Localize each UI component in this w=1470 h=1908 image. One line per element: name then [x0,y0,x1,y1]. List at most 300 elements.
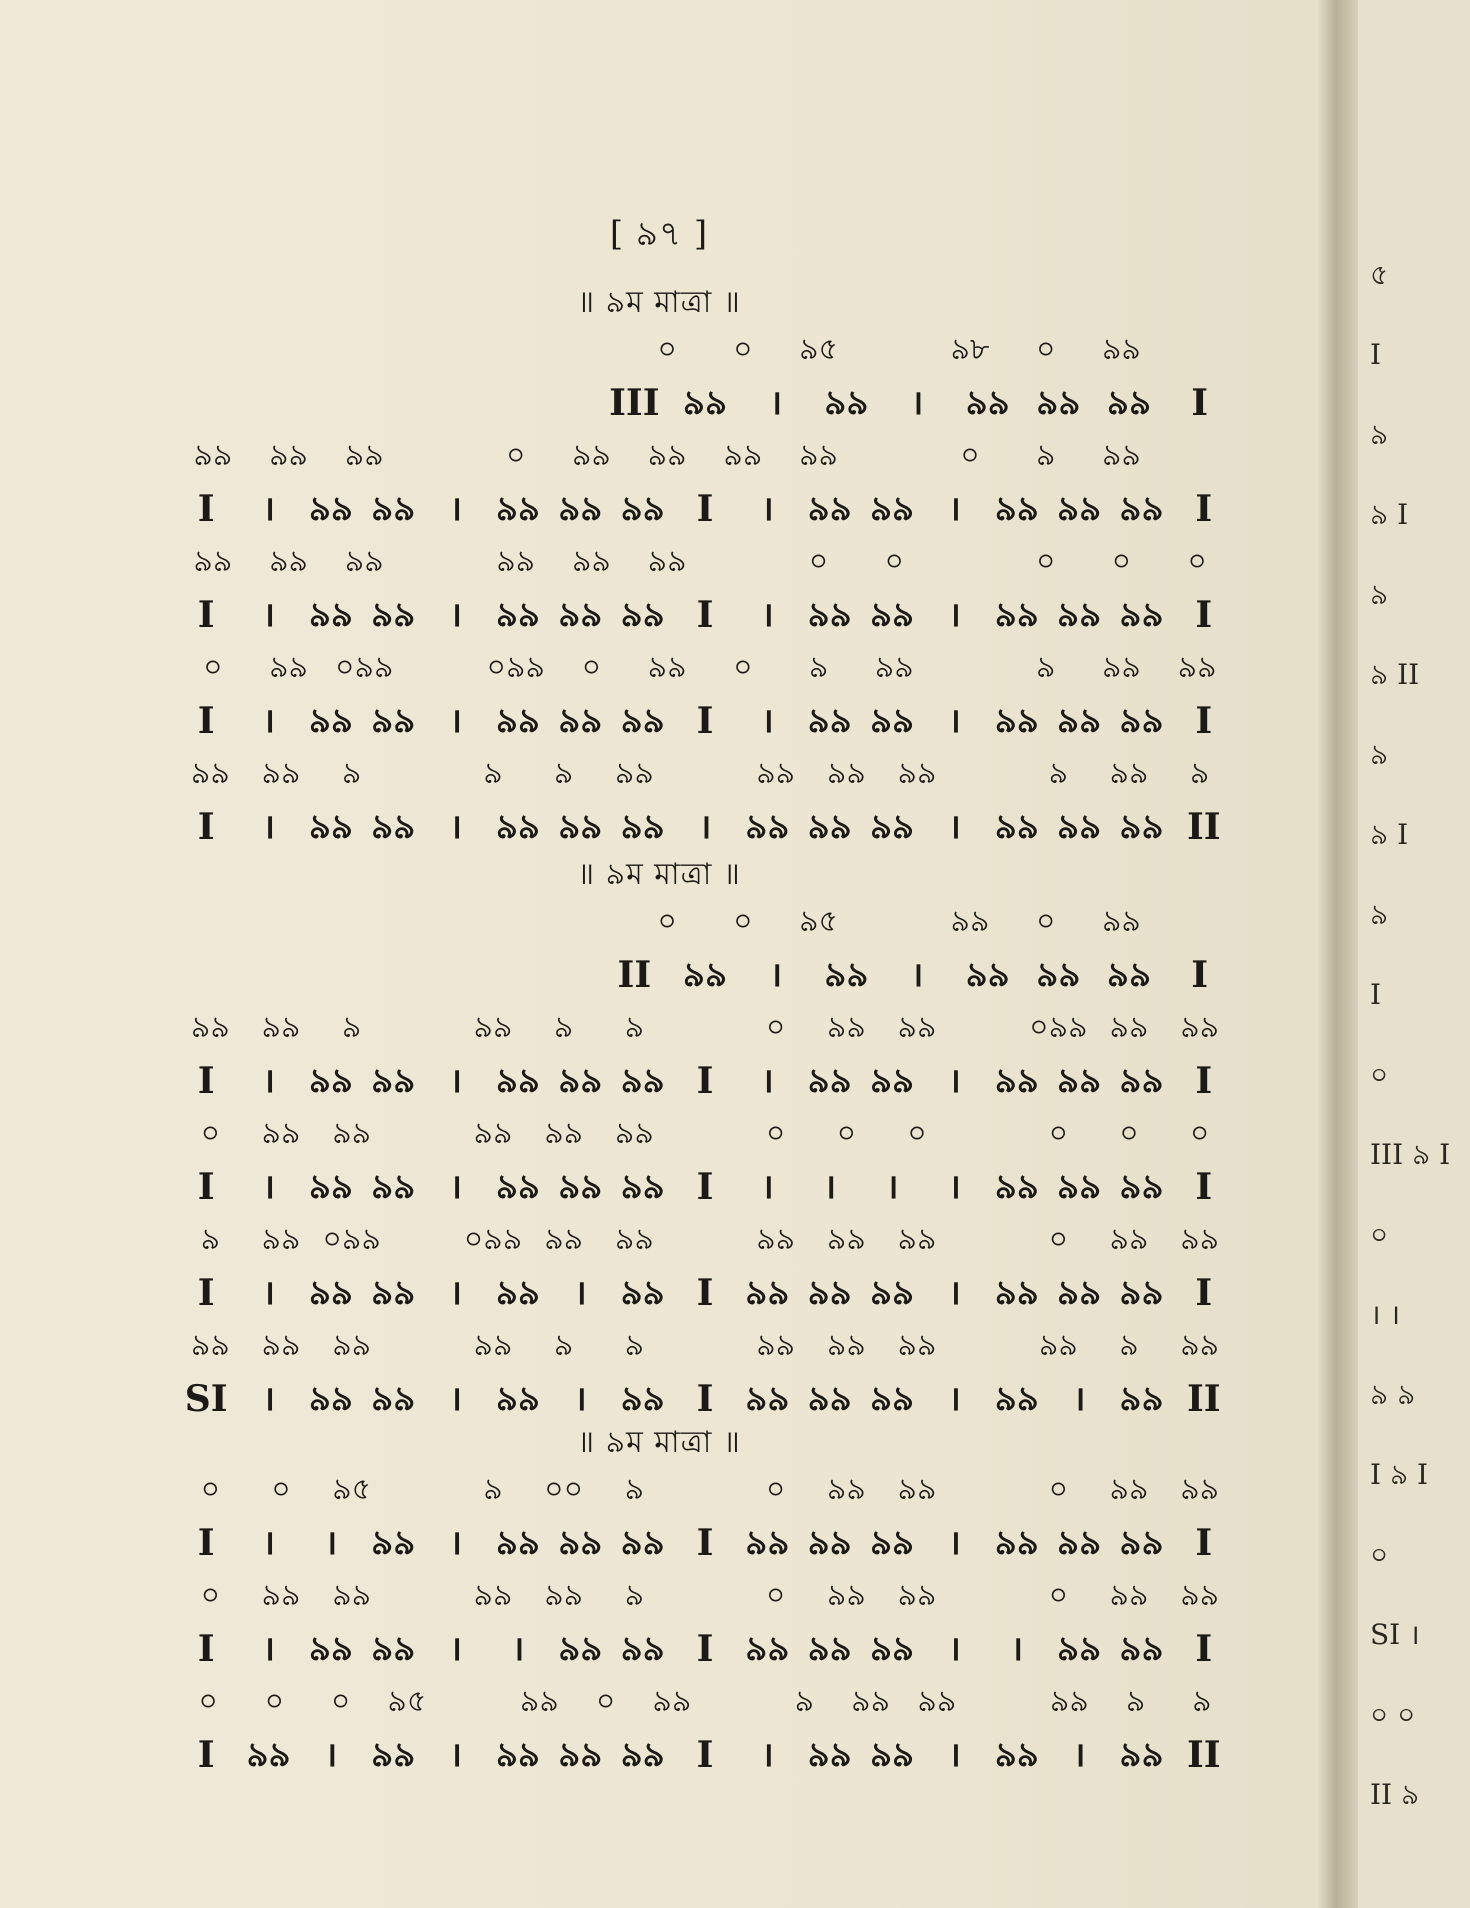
facing-page-fragment: III ৯ I [1370,1138,1451,1171]
notation-symbol: ৯৯ [269,438,309,473]
notation-symbol: ০৯৯ [335,650,394,685]
facing-page-fragment: ৯ ৯ [1370,1378,1416,1411]
notation-symbol: ০০ [544,1472,584,1507]
notation-symbol: ৯৯ [869,1273,915,1313]
notation-symbol: ৯৯ [1119,1629,1164,1669]
notation-symbol: I [1195,1272,1213,1314]
notation-symbol: III [609,382,660,424]
notation-symbol: ০৯৯ [486,650,545,685]
notation-symbol: ৯৯ [756,756,796,791]
notation-symbol: ৯৯ [1177,650,1217,685]
notation-symbol: ৯৯ [807,1629,852,1669]
notation-symbol: ৯৯ [826,756,866,791]
notation-symbol: ৯৫ [332,1472,372,1507]
notation-symbol: । [262,701,275,741]
notation-symbol: ৯৯ [614,756,654,791]
notation-symbol: ৯৯ [994,1167,1039,1207]
notation-syllable-row [175,1576,1235,1616]
notation-symbol: । [262,1523,275,1563]
notation-symbol: ৯৯ [308,1379,353,1419]
notation-symbol: । [262,807,275,847]
notation-symbol: । [947,595,961,635]
notation-symbol: ৯৫ [799,904,839,939]
notation-symbol: ৯৯ [371,807,416,847]
notation-symbol: ৯৯ [308,489,353,529]
notation-symbol: ৯৯ [614,1116,654,1151]
notation-symbol: ৯৯ [620,1167,665,1207]
notation-symbol: ৯৯ [495,807,540,847]
notation-symbol: I [696,1166,714,1208]
notation-symbol: ৯৯ [308,1629,353,1669]
notation-symbol: ৯৯ [1180,1328,1220,1363]
notation-symbol: ৯৯ [807,1273,852,1313]
notation-symbol: ৯৯ [261,1116,301,1151]
notation-symbol: ০ [1048,1116,1069,1151]
notation-symbol: I [197,806,215,848]
notation-symbol: ০ [330,1684,351,1719]
notation-symbol: ৯৯ [994,1735,1039,1775]
notation-symbol: ৯৯ [558,807,603,847]
notation-syllable-row [175,1326,1235,1366]
notation-symbol: ৯৯ [647,438,687,473]
notation-bar-row [175,807,1235,847]
notation-symbol: ০ [657,904,677,939]
notation-symbol: ৯৯ [1101,332,1141,367]
notation-symbol: ০ [1048,1578,1069,1613]
notation-symbol: ৯৯ [261,1010,301,1045]
notation-symbol: ৯৯ [807,1379,852,1419]
notation-symbol: ৯৯ [495,595,540,635]
notation-symbol: ৯৮ [950,332,990,367]
notation-syllable-row [175,754,1235,794]
notation-bar-row [175,489,1235,529]
notation-symbol: I [696,1378,714,1420]
notation-symbol: ৯৯ [269,544,309,579]
facing-page-fragment: II ৯ [1370,1778,1420,1811]
notation-symbol: I [1195,1522,1213,1564]
notation-symbol: ০ [907,1116,927,1151]
notation-symbol: । [1072,1735,1086,1775]
notation-symbol: ৯৯ [473,1328,513,1363]
notation-symbol: ৯৯ [807,1061,852,1101]
notation-symbol: ৯ [1035,650,1056,685]
notation-bar-row [175,1735,1235,1775]
notation-bar-row [175,1273,1235,1313]
notation-symbol: ০ [765,1578,786,1613]
notation-symbol: । [262,1061,275,1101]
notation-symbol: I [696,1272,714,1314]
notation-symbol: ৯৯ [826,1222,866,1257]
notation-syllable-row [175,1682,1235,1722]
notation-symbol: I [1191,382,1209,424]
notation-symbol: ৯৯ [869,1379,915,1419]
notation-symbol: ৯ [1119,1328,1139,1363]
notation-symbol: । [947,701,961,741]
notation-symbol: I [696,1522,714,1564]
notation-symbol: ৯৯ [756,1222,796,1257]
notation-symbol: ০ [836,1116,857,1151]
notation-symbol: ৯ [341,756,362,791]
notation-symbol: । [262,489,275,529]
notation-symbol: । [698,807,712,847]
notation-symbol: । [449,1273,463,1313]
notation-symbol: ৯ [808,650,829,685]
notation-symbol: । [769,383,783,423]
notation-symbol: ৯৯ [371,1273,416,1313]
notation-symbol: । [573,1379,587,1419]
notation-symbol: । [769,955,783,995]
book-gutter [1318,0,1358,1908]
notation-symbol: ৯৯ [994,807,1039,847]
notation-symbol: ৯৯ [756,1328,796,1363]
notation-syllable-row [175,1470,1235,1510]
notation-symbol: I [1195,700,1213,742]
facing-page-fragment: ৯ [1370,578,1389,611]
notation-symbol: ৯৯ [620,1061,665,1101]
notation-symbol: ৯৯ [371,1379,416,1419]
notation-symbol: ৯৯ [495,1735,540,1775]
notation-symbol: ৯৯ [558,1629,603,1669]
notation-symbol: ৯৯ [614,1222,654,1257]
notation-symbol: ৯৯ [1119,1523,1164,1563]
notation-symbol: । [910,955,924,995]
notation-symbol: ৯৯ [308,701,353,741]
notation-symbol: ৯ [624,1578,645,1613]
notation-symbol: ৯৯ [965,955,1010,995]
notation-symbol: I [1195,594,1213,636]
notation-symbol: ৯৯ [332,1578,372,1613]
facing-page-fragment: ৯ II [1370,658,1420,691]
notation-bar-row [175,595,1235,635]
notation-syllable-row [175,1008,1235,1048]
notation-symbol: ০ [657,332,677,367]
notation-symbol: । [760,1061,774,1101]
notation-symbol: ০ [765,1472,786,1507]
notation-symbol: ৯৯ [826,1328,866,1363]
notation-symbol: II [617,954,652,996]
notation-symbol: ৯৯ [1057,1061,1102,1101]
notation-symbol: ৯৯ [745,1523,790,1563]
notation-symbol: ৯৯ [897,1222,937,1257]
notation-symbol: ৯৯ [1180,1472,1220,1507]
notation-symbol: । [910,383,924,423]
notation-symbol: ৯৯ [332,1328,372,1363]
notation-symbol: ৯৯ [371,1629,416,1669]
notation-symbol: ৯৯ [1036,955,1081,995]
notation-symbol: ৯৯ [261,1328,301,1363]
notation-symbol: । [947,1061,961,1101]
notation-symbol: ০ [200,1578,221,1613]
notation-symbol: ৯৯ [308,807,353,847]
notation-syllable-row [175,330,1235,370]
notation-symbol: ৯৯ [190,756,230,791]
notation-symbol: ৯৯ [1106,383,1152,423]
notation-symbol: ০ [1189,1116,1210,1151]
notation-symbol: ৯৯ [332,1116,372,1151]
notation-symbol: ৯৯ [1036,383,1081,423]
notation-symbol: ৯৯ [994,1523,1039,1563]
notation-symbol: ৯৯ [824,383,869,423]
notation-symbol: ৯৯ [745,1629,790,1669]
notation-symbol: ০ [200,1116,221,1151]
notation-symbol: ০ [271,1472,291,1507]
notation-symbol: ৯৯ [1057,807,1102,847]
notation-symbol: । [885,1167,899,1207]
notation-symbol: I [696,594,714,636]
notation-symbol: । [947,807,961,847]
notation-symbol: ৯৯ [965,383,1010,423]
notation-symbol: ৯৯ [1119,1061,1164,1101]
notation-symbol: । [262,1629,275,1669]
section-heading: ॥ ৯ম মাত্রা ॥ [577,857,741,892]
notation-symbol: ৯৯ [371,1061,416,1101]
notation-symbol: ০ [733,650,753,685]
notation-symbol: ৯৯ [620,595,665,635]
notation-symbol: ৯৯ [1109,1222,1149,1257]
notation-symbol: । [449,1629,463,1669]
notation-symbol: । [823,1167,837,1207]
notation-symbol: ৯৯ [869,1735,915,1775]
notation-symbol: ৯৯ [1119,595,1164,635]
notation-symbol: ৯৯ [1049,1684,1089,1719]
facing-page-fragment: I [1370,978,1382,1011]
notation-symbol: । [511,1629,525,1669]
notation-symbol: ৯৯ [558,1061,603,1101]
facing-page-fragment: ৯ [1370,738,1389,771]
notation-symbol: ৯৯ [807,1523,852,1563]
notation-symbol: ০ [1111,544,1132,579]
notation-symbol: ৯৯ [994,1379,1039,1419]
notation-symbol: ৯৯ [308,1167,353,1207]
notation-symbol: । [947,1629,961,1669]
notation-symbol: ০ [733,332,753,367]
notation-symbol: ০ [1048,1222,1069,1257]
notation-symbol: । [760,1735,774,1775]
notation-symbol: । [947,1273,961,1313]
notation-symbol: ৯৯ [869,1629,915,1669]
facing-page-fragment: ৯ I [1370,818,1409,851]
notation-symbol: । [449,489,463,529]
notation-symbol: ৯৯ [193,438,233,473]
facing-page-fragment: I ৯ I [1370,1458,1429,1491]
notation-symbol: ৯৯ [745,807,790,847]
notation-symbol: ৯৯ [807,595,852,635]
notation-symbol: ০৯৯ [1029,1010,1088,1045]
notation-symbol: ৯৯ [869,489,915,529]
notation-symbol: । [449,701,463,741]
notation-syllable-row [175,436,1235,476]
notation-symbol: । [760,701,774,741]
notation-symbol: ৯৫ [387,1684,427,1719]
notation-symbol: ৯৯ [620,489,665,529]
notation-symbol: ৯৯ [371,489,416,529]
notation-symbol: ০৯৯ [463,1222,523,1257]
notation-symbol: ৯৯ [495,489,540,529]
notation-symbol: । [262,1167,275,1207]
notation-symbol: II [1186,1378,1221,1420]
notation-bar-row [175,383,1235,423]
notation-symbol: ০ [1119,1116,1139,1151]
facing-page-fragment: SI । [1370,1618,1420,1651]
notation-symbol: ৯ [341,1010,362,1045]
notation-symbol: ৯ [1192,1684,1212,1719]
notation-symbol: ৯৯ [874,650,914,685]
notation-symbol: ৯৯ [1109,1578,1149,1613]
notation-symbol: ৯৯ [371,1735,416,1775]
notation-symbol: ৯৯ [246,1735,291,1775]
notation-symbol: ৯৯ [897,1328,937,1363]
notation-symbol: । [1072,1379,1086,1419]
facing-page-fragment: ০ [1370,1218,1389,1251]
notation-symbol: ৯৯ [682,955,728,995]
notation-symbol: ৯৯ [1057,1167,1102,1207]
notation-symbol: । [760,489,774,529]
notation-symbol: I [197,1628,215,1670]
notation-bar-row [175,1523,1235,1563]
notation-symbol: । [262,1273,275,1313]
facing-page-fragment: I [1370,338,1382,371]
notation-syllable-row [175,648,1235,688]
notation-symbol: ৯৯ [558,1167,603,1207]
notation-symbol: । [947,1167,961,1207]
notation-symbol: I [197,1060,215,1102]
notation-syllable-row [175,1114,1235,1154]
notation-symbol: । [947,1735,961,1775]
notation-symbol: ৯৯ [807,489,852,529]
notation-symbol: । [947,489,961,529]
notation-symbol: ৯৯ [558,1523,603,1563]
notation-symbol: ৯৯ [869,1061,915,1101]
notation-symbol: ৯৯ [1119,1273,1164,1313]
notation-symbol: ৯৯ [682,383,728,423]
facing-page-fragment: ৯ [1370,418,1389,451]
notation-symbol: । [1010,1629,1024,1669]
notation-symbol: ০ [733,904,753,939]
notation-symbol: ০ [581,650,602,685]
notation-symbol: I [696,1734,714,1776]
notation-symbol: ৯৯ [190,1328,230,1363]
notation-symbol: ৯৯ [473,1010,513,1045]
notation-symbol: ৯৯ [994,489,1039,529]
notation-symbol: ৯৯ [495,1061,540,1101]
notation-symbol: ৯৯ [647,544,687,579]
notation-symbol: ৯৯ [897,1578,937,1613]
facing-page-fragment: ০ [1370,1538,1389,1571]
notation-symbol: ৯৯ [571,438,611,473]
notation-symbol: ৯ [1189,756,1210,791]
notation-symbol: ৯৯ [620,1379,665,1419]
notation-symbol: ৯ [624,1010,645,1045]
notation-symbol: ৯ [624,1328,645,1363]
notation-symbol: ৯৯ [1109,756,1149,791]
notation-symbol: ৯৯ [344,544,384,579]
facing-page-fragment: ৯ [1370,898,1389,931]
notation-symbol: ৯৯ [620,807,665,847]
notation-symbol: ৯৯ [308,595,353,635]
notation-symbol: ৯৯ [1119,1735,1164,1775]
notation-symbol: ৯৯ [897,1472,937,1507]
notation-symbol: ৯৯ [869,701,915,741]
facing-page-fragment: ৯ I [1370,498,1409,531]
notation-symbol: ৯৯ [1038,1328,1078,1363]
notation-symbol: ৯ [1125,1684,1146,1719]
notation-symbol: ৯ [483,1472,503,1507]
notation-symbol: ৯৯ [371,701,416,741]
facing-page-fragment: ০ ০ [1370,1698,1416,1731]
notation-symbol: ৯৯ [544,1222,584,1257]
notation-symbol: ৯৯ [190,1010,230,1045]
notation-symbol: ৯৯ [261,1222,301,1257]
notation-symbol: I [197,1166,215,1208]
notation-symbol: ০ [765,1116,786,1151]
notation-symbol: I [197,1734,215,1776]
notation-symbol: ৯ [553,756,574,791]
notation-symbol: I [1195,1166,1213,1208]
notation-symbol: ৯ [553,1010,574,1045]
notation-symbol: ৯৯ [869,1523,915,1563]
notation-symbol: I [197,1522,215,1564]
notation-bar-row [175,1167,1235,1207]
notation-symbol: ৯ [624,1472,645,1507]
notation-symbol: ৯৯ [1109,1010,1149,1045]
notation-symbol: ৯৯ [261,756,301,791]
notation-symbol: ৯৯ [558,595,603,635]
notation-symbol: ৯ [794,1684,815,1719]
notation-symbol: ৯৯ [495,1167,540,1207]
notation-symbol: ৯৯ [1057,1523,1102,1563]
notation-symbol: ৯৯ [344,438,384,473]
facing-page-fragment: ০ [1370,1058,1389,1091]
notation-symbol: । [449,595,463,635]
notation-symbol: ৯৯ [620,1735,665,1775]
notation-symbol: । [324,1523,338,1563]
notation-syllable-row [175,542,1235,582]
notation-symbol: ০ [203,650,223,685]
notation-symbol: ৯৯ [994,1061,1039,1101]
notation-symbol: ৯৯ [994,595,1039,635]
notation-symbol: ৯৯ [994,701,1039,741]
notation-symbol: । [262,595,275,635]
notation-symbol: SI [184,1378,228,1420]
notation-symbol: ০ [1035,332,1056,367]
notation-symbol: ৯৯ [799,438,839,473]
section-heading: ॥ ৯ম মাত্রা ॥ [577,1425,741,1460]
notation-symbol: ৯৯ [1180,1222,1220,1257]
notation-symbol: ৯৯ [571,544,611,579]
notation-symbol: ৯৫ [799,332,839,367]
notation-symbol: ৯৯ [826,1010,866,1045]
notation-symbol: ৯৯ [308,1061,353,1101]
notation-symbol: ৯৯ [620,701,665,741]
notation-symbol: ৯ [1048,756,1069,791]
notation-symbol: I [197,594,215,636]
notation-symbol: ৯৯ [897,756,937,791]
notation-symbol: ৯৯ [1101,904,1141,939]
section-heading: ॥ ৯ম মাত্রা ॥ [577,285,741,320]
notation-symbol: ৯৯ [620,1273,665,1313]
notation-symbol: II [1186,806,1221,848]
notation-syllable-row [175,1220,1235,1260]
notation-bar-row [175,955,1235,995]
notation-symbol: । [573,1273,587,1313]
notation-symbol: ০ [1035,904,1056,939]
notation-symbol: ৯৯ [496,544,536,579]
notation-symbol: ৯৯ [994,1273,1039,1313]
notation-symbol: ৯৯ [869,595,915,635]
notation-symbol: ০ [808,544,829,579]
notation-symbol: ৯৯ [308,1273,353,1313]
notation-symbol: । [449,1379,463,1419]
